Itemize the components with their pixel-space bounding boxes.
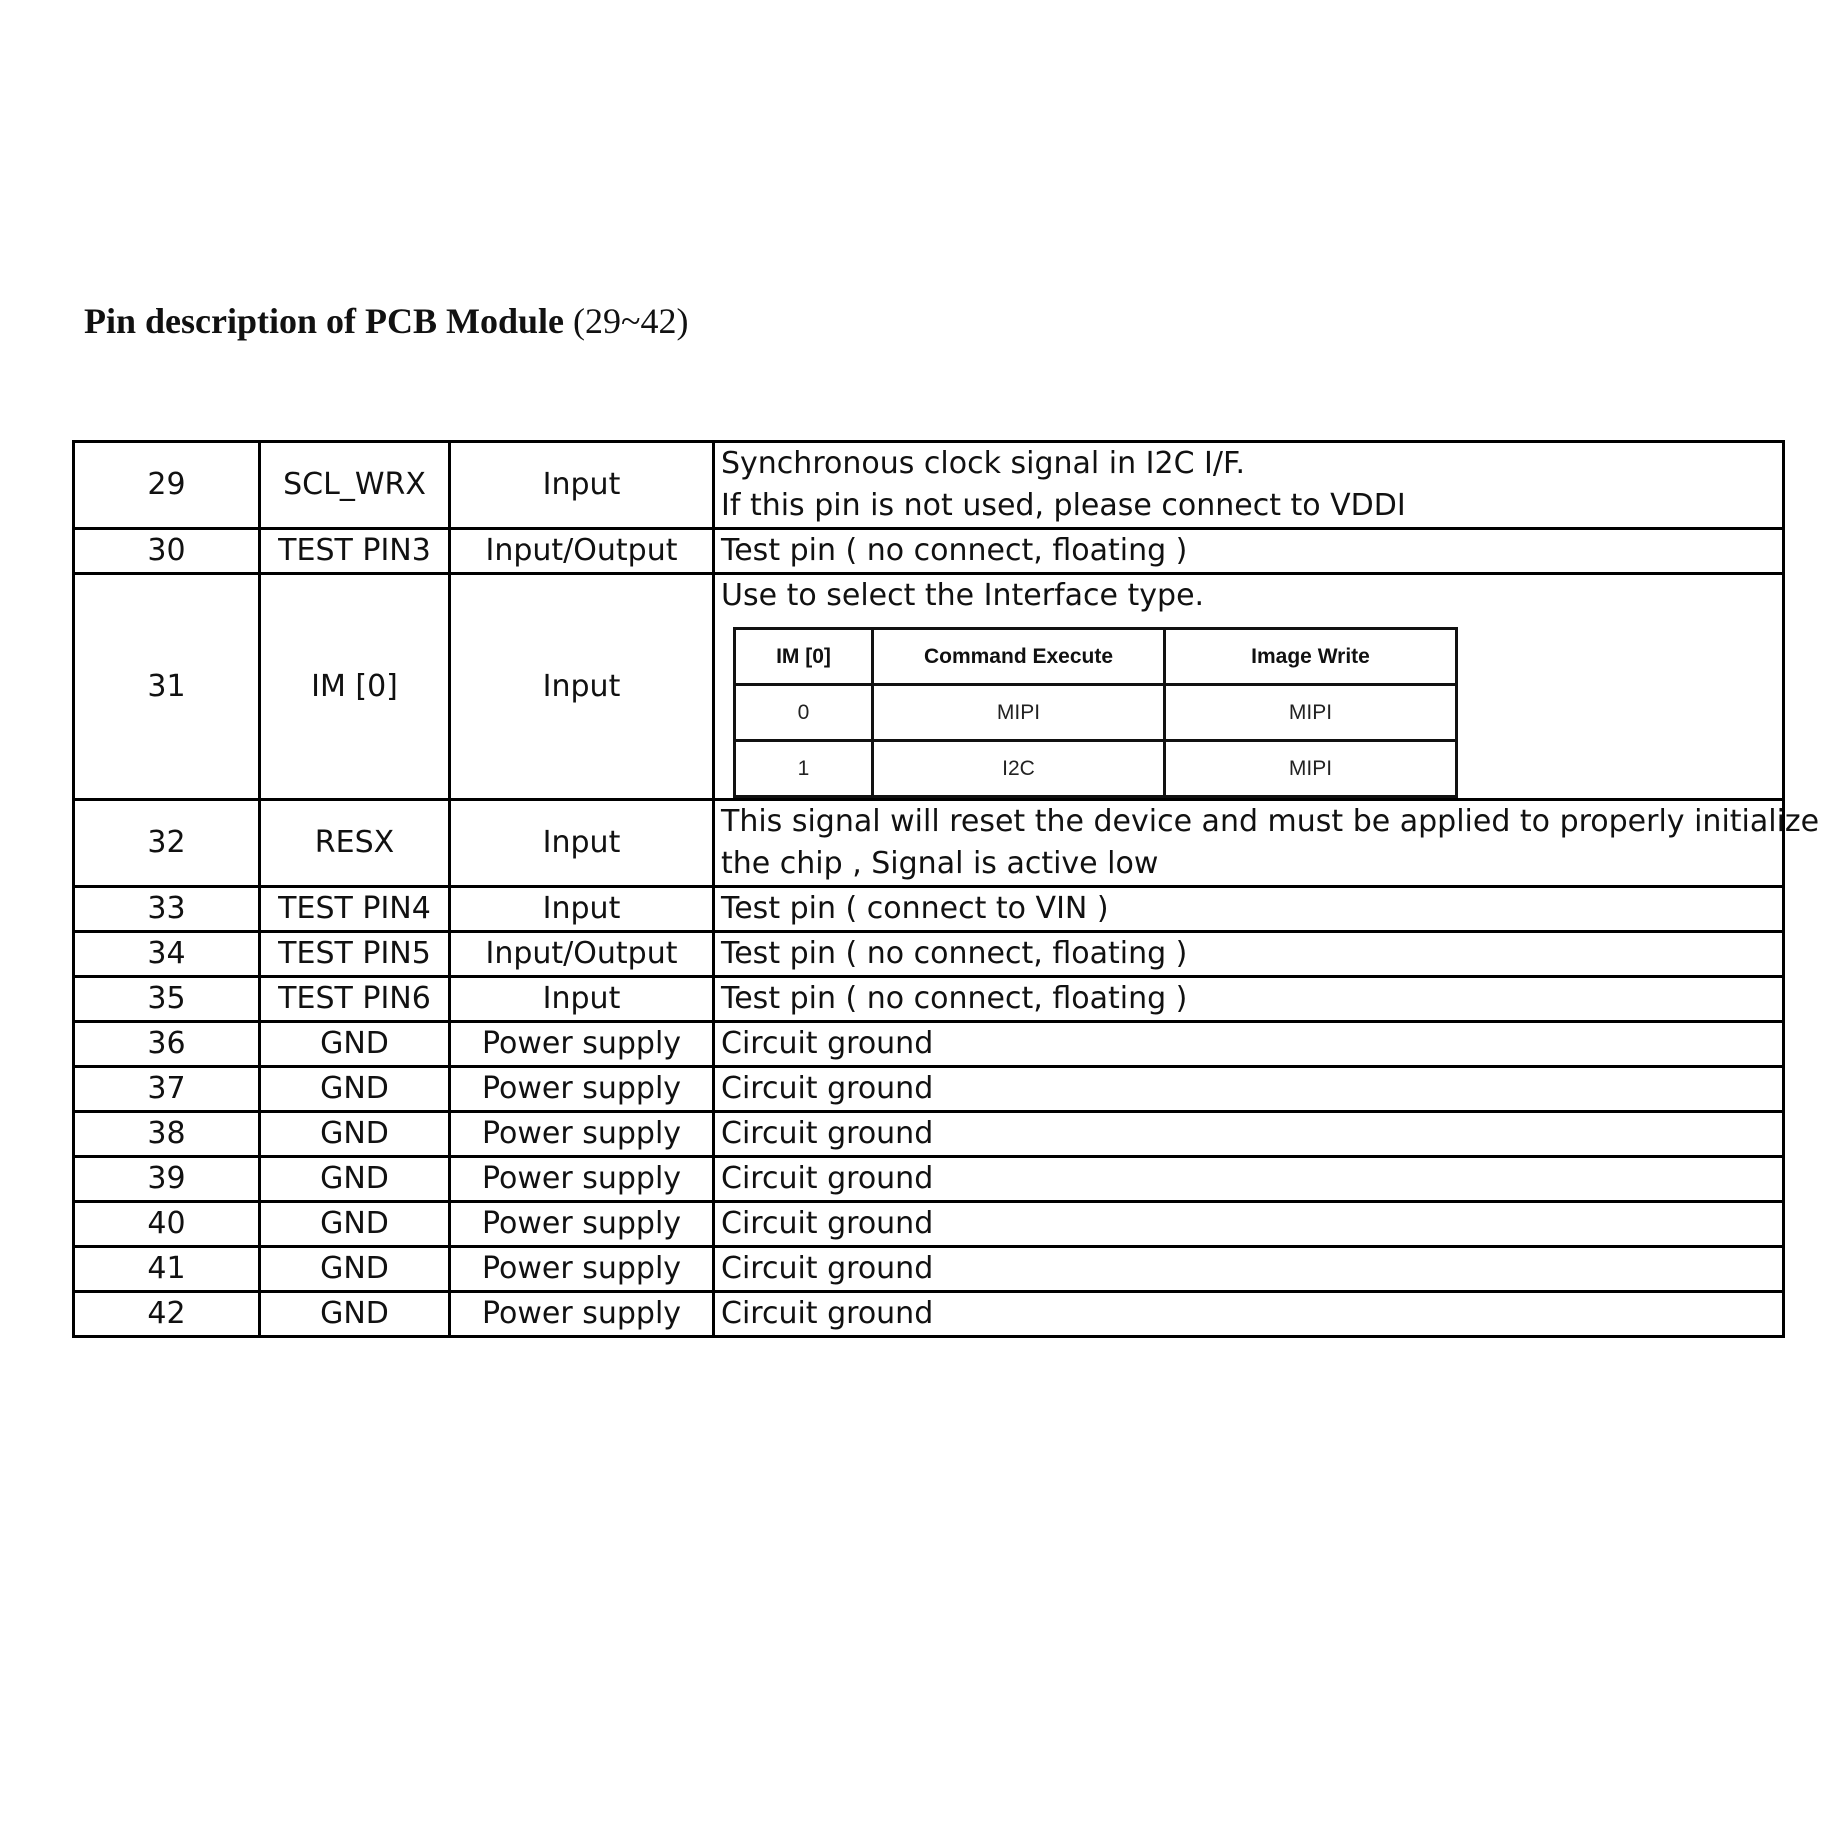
pin-number: 30: [74, 529, 260, 574]
pin-number: 34: [74, 932, 260, 977]
pin-description: Test pin ( connect to VIN ): [714, 887, 1784, 932]
pin-number: 36: [74, 1022, 260, 1067]
table-row-pin-31: [74, 574, 1784, 800]
pin-description: Test pin ( no connect, floating ): [714, 529, 1784, 574]
pin-type: Input/Output: [450, 932, 714, 977]
pin-name: RESX: [260, 800, 450, 887]
interface-table-cell: MIPI: [873, 685, 1165, 741]
interface-table-cell: 0: [735, 685, 873, 741]
pin-description-table: [72, 440, 1820, 1338]
pin-name: SCL_WRX: [260, 442, 450, 529]
pin-description-line: Synchronous clock signal in I2C I/F.: [721, 446, 1245, 481]
pin-number: 37: [74, 1067, 260, 1112]
pin-name: TEST PIN6: [260, 977, 450, 1022]
pin-type: Input/Output: [450, 529, 714, 574]
page-title-range: (29~42): [573, 301, 689, 341]
interface-table-header-cell: IM [0]: [735, 629, 873, 685]
pin-type: Power supply: [450, 1067, 714, 1112]
pin-number: 29: [74, 442, 260, 529]
pin-description: Circuit ground: [714, 1022, 1784, 1067]
pin-description: [714, 442, 1784, 529]
table-row-pin-39: [74, 1157, 1784, 1202]
pin-type: Power supply: [450, 1157, 714, 1202]
table-row-pin-32: [74, 800, 1784, 887]
pin-number: 40: [74, 1202, 260, 1247]
pin-description: Circuit ground: [714, 1157, 1784, 1202]
interface-table-cell: I2C: [873, 741, 1165, 797]
pin-description: Circuit ground: [714, 1292, 1784, 1337]
pin-name: TEST PIN3: [260, 529, 450, 574]
interface-table-cell: MIPI: [1165, 685, 1457, 741]
pin-type: Input: [450, 977, 714, 1022]
table-row-pin-38: [74, 1112, 1784, 1157]
pin-number: 31: [74, 574, 260, 800]
pin-type: Power supply: [450, 1022, 714, 1067]
pin-name: TEST PIN5: [260, 932, 450, 977]
pin-description: Test pin ( no connect, floating ): [714, 932, 1784, 977]
pin-name: GND: [260, 1202, 450, 1247]
table-row-pin-42: [74, 1292, 1784, 1337]
pin-number: 35: [74, 977, 260, 1022]
pin-name: GND: [260, 1067, 450, 1112]
pin-description: Test pin ( no connect, floating ): [714, 977, 1784, 1022]
page-title: [84, 300, 688, 342]
pin-name: TEST PIN4: [260, 887, 450, 932]
pin-type: Power supply: [450, 1112, 714, 1157]
pin-description: [714, 574, 1784, 800]
pin-number: 39: [74, 1157, 260, 1202]
pin-name: GND: [260, 1022, 450, 1067]
interface-table-header-cell: Image Write: [1165, 629, 1457, 685]
interface-table-header-cell: Command Execute: [873, 629, 1165, 685]
pin-number: 38: [74, 1112, 260, 1157]
pin-name: GND: [260, 1247, 450, 1292]
pin-description: Circuit ground: [714, 1112, 1784, 1157]
interface-table-row: [735, 685, 1457, 741]
pin-number: 32: [74, 800, 260, 887]
pin-description-line: If this pin is not used, please connect to VDDI: [721, 488, 1406, 523]
pin-description-line: the chip , Signal is active low: [721, 846, 1159, 881]
pin-name: GND: [260, 1292, 450, 1337]
table-row-pin-35: [74, 977, 1784, 1022]
pin-description: Circuit ground: [714, 1067, 1784, 1112]
pin-description: [714, 800, 1820, 887]
pin-description-line: Use to select the Interface type.: [721, 578, 1205, 613]
pin-number: 42: [74, 1292, 260, 1337]
page-title-text: Pin description of PCB Module: [84, 301, 565, 341]
interface-table-cell: MIPI: [1165, 741, 1457, 797]
pin-type: Input: [450, 574, 714, 800]
interface-select-table: [733, 627, 1458, 798]
pin-name: GND: [260, 1112, 450, 1157]
table-row-pin-40: [74, 1202, 1784, 1247]
pin-description: Circuit ground: [714, 1247, 1784, 1292]
pin-number: 33: [74, 887, 260, 932]
interface-table-header: [735, 629, 1457, 685]
table-row-pin-33: [74, 887, 1784, 932]
pin-type: Input: [450, 887, 714, 932]
pin-type: Power supply: [450, 1247, 714, 1292]
pin-description-line: This signal will reset the device and must be applied to properly initialize: [721, 804, 1820, 839]
pin-name: IM [0]: [260, 574, 450, 800]
pin-type: Input: [450, 800, 714, 887]
pin-number: 41: [74, 1247, 260, 1292]
table-row-pin-37: [74, 1067, 1784, 1112]
table-row-pin-34: [74, 932, 1784, 977]
table-row-pin-29: [74, 442, 1784, 529]
table-row-pin-41: [74, 1247, 1784, 1292]
table-row-pin-36: [74, 1022, 1784, 1067]
pin-name: GND: [260, 1157, 450, 1202]
pin-type: Power supply: [450, 1202, 714, 1247]
interface-table-cell: 1: [735, 741, 873, 797]
pin-type: Input: [450, 442, 714, 529]
pin-description: Circuit ground: [714, 1202, 1784, 1247]
table-row-pin-30: [74, 529, 1784, 574]
pin-type: Power supply: [450, 1292, 714, 1337]
interface-table-row: [735, 741, 1457, 797]
